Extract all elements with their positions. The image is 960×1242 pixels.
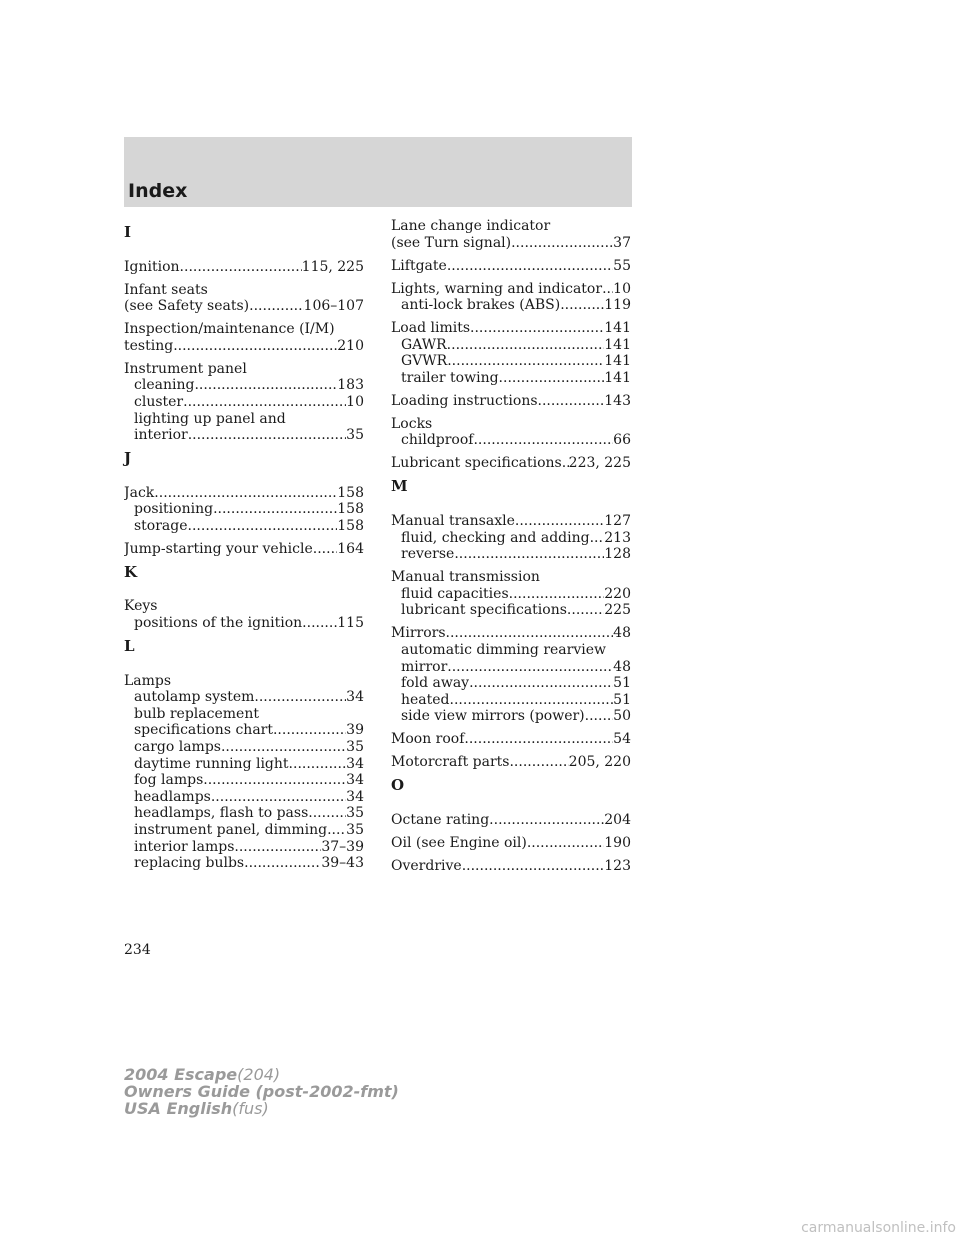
index-entry-line [391,416,631,433]
entry-term: specifications chart [134,722,273,739]
entry-page-number: 39 [346,722,364,739]
index-entry [391,835,631,852]
index-subentry [124,689,364,706]
index-subentry [124,772,364,789]
footer-guide: Owners Guide (post-2002-fmt) [124,1082,399,1101]
dot-leader [590,530,605,547]
index-entry-line [391,731,631,748]
entry-term: cluster [134,393,184,410]
index-subentry [391,546,631,563]
entry-page-number: 34 [346,689,364,706]
index-entry [391,258,631,275]
entry-page-number: 35 [346,805,364,822]
index-subentry [124,855,364,872]
dot-leader [188,427,346,444]
entry-term: fold away [401,675,470,692]
index-entry-line [391,569,631,586]
entry-term: Lights, warning and indicator [391,280,603,297]
entry-page-number: 37 [613,234,631,251]
entry-term: side view mirrors (power) [401,708,585,725]
dot-leader [447,353,604,370]
dot-leader [509,586,605,603]
entry-term: fog lamps [134,772,204,789]
entry-term: Instrument panel [124,360,247,377]
entry-term: Lubricant specifications [391,455,562,472]
index-entry-line [391,513,631,530]
index-entry [124,673,364,872]
index-entry [124,259,364,276]
dot-leader [302,615,337,632]
dot-leader [473,432,613,449]
index-entry-line [124,321,364,338]
dot-leader [244,855,321,872]
entry-term: storage [134,517,188,534]
index-subentry [391,708,631,725]
entry-term: Loading instructions [391,392,538,409]
section-letter: O [391,776,405,795]
entry-term: bulb replacement [134,705,259,722]
dot-leader [188,518,338,535]
index-entry-line [391,393,631,410]
dot-leader [489,812,604,829]
entry-page-number: 48 [613,625,631,642]
entry-term: Oil (see Engine oil) [391,834,527,851]
entry-term: daytime running light [134,755,289,772]
footer-model: 2004 Escape [124,1065,238,1084]
dot-leader [327,822,346,839]
index-subentry [124,722,364,739]
index-subentry [124,805,364,822]
entry-page-number: 48 [613,658,631,675]
index-column-right [391,218,631,881]
entry-term: Keys [124,598,158,615]
entry-term: positions of the ignition [134,615,303,632]
entry-page-number: 39–43 [321,855,364,872]
entry-term: headlamps, flash to pass [134,805,309,822]
dot-leader [527,835,604,852]
index-subentry [124,518,364,535]
entry-page-number: 119 [604,297,631,314]
index-subentry [391,297,631,314]
dot-leader [446,625,614,642]
index-entry-line [391,320,631,337]
entry-page-number: 223, 225 [568,455,631,472]
entry-page-number: 35 [346,738,364,755]
entry-term: headlamps [134,788,211,805]
entry-term: Jack [124,484,155,501]
index-entry [124,598,364,631]
index-subentry [124,615,364,632]
entry-term: Lane change indicator [391,218,551,234]
entry-term: Motorcraft parts [391,754,510,771]
dot-leader [308,805,346,822]
dot-leader [538,393,605,410]
entry-term: (see Safety seats) [124,298,250,315]
entry-term: interior lamps [134,838,235,855]
entry-term: Manual transaxle [391,513,515,530]
entry-term: automatic dimming rearview [401,641,607,658]
entry-term: replacing bulbs [134,855,245,872]
page-title: Index [128,180,188,202]
dot-leader [499,370,605,387]
index-subentry [124,706,364,723]
index-subentry [124,427,364,444]
entry-page-number: 128 [604,546,631,563]
entry-term: lubricant specifications [401,602,567,619]
dot-leader [469,675,613,692]
index-subentry [391,353,631,370]
entry-page-number: 66 [613,432,631,449]
dot-leader [273,722,346,739]
entry-term: mirror [401,658,448,675]
entry-term: Jump-starting your vehicle [124,540,313,557]
entry-term: childproof [401,432,474,449]
index-entry [124,485,364,535]
index-entry-line [391,455,631,472]
section-letter: M [391,477,408,496]
entry-page-number: 55 [613,257,631,274]
dot-leader [180,259,302,276]
dot-leader [211,789,346,806]
dot-leader [154,485,337,502]
dot-leader [515,513,604,530]
dot-leader [560,297,604,314]
dot-leader [289,756,347,773]
entry-term: Lamps [124,672,172,689]
entry-term: Liftgate [391,257,447,274]
index-subentry [124,411,364,428]
dot-leader [447,258,613,275]
section-letter: L [124,637,135,656]
entry-page-number: 10 [346,393,364,410]
index-entry-line [391,281,631,298]
index-entry-line [391,218,631,235]
index-entry-line [124,282,364,299]
entry-page-number: 183 [337,377,364,394]
index-subentry [391,586,631,603]
index-entry-line [124,361,364,378]
entry-term: Mirrors [391,625,446,642]
index-subentry [391,530,631,547]
index-subentry [124,789,364,806]
index-subentry [391,337,631,354]
index-entry-line [124,598,364,615]
index-subentry [124,739,364,756]
entry-term: Moon roof [391,731,465,748]
entry-page-number: 35 [346,821,364,838]
entry-page-number: 205, 220 [568,754,631,771]
entry-term: GVWR [401,353,448,370]
index-entry [391,455,631,472]
index-entry [391,281,631,314]
entry-page-number: 141 [604,320,631,337]
index-entry [391,625,631,725]
index-subentry [124,756,364,773]
entry-page-number: 190 [604,834,631,851]
watermark: carmanualsonline.info [801,1220,956,1236]
index-subentry [124,394,364,411]
dot-leader [249,298,303,315]
entry-term: interior [134,427,188,444]
index-entry [391,416,631,449]
entry-term: Load limits [391,320,471,337]
entry-page-number: 225 [604,602,631,619]
index-entry [391,569,631,619]
section-letter: K [124,562,138,581]
entry-term: cargo lamps [134,738,221,755]
dot-leader [562,455,569,472]
index-entry [124,541,364,558]
entry-page-number: 34 [346,772,364,789]
entry-page-number: 127 [604,513,631,530]
entry-page-number: 123 [604,857,631,874]
footer-language: USA English [124,1099,233,1118]
dot-leader [447,337,605,354]
entry-term: Inspection/maintenance (I/M) [124,321,335,338]
entry-page-number: 51 [613,675,631,692]
index-entry-line [391,754,631,771]
entry-page-number: 10 [613,280,631,297]
entry-page-number: 220 [604,585,631,602]
dot-leader [183,394,346,411]
footer-model-code: (204) [237,1065,281,1084]
dot-leader [511,235,613,252]
entry-term: reverse [401,546,455,563]
entry-term: Manual transmission [391,569,540,586]
index-subentry [391,642,631,659]
dot-leader [221,739,346,756]
entry-term: GAWR [401,336,447,353]
index-column-left [124,218,364,878]
entry-term: Octane rating [391,811,490,828]
dot-leader [454,546,604,563]
index-entry [391,812,631,829]
index-entry [124,361,364,444]
dot-leader [173,338,337,355]
entry-term: Ignition [124,258,180,275]
entry-page-number: 37–39 [321,838,364,855]
index-entry [391,858,631,875]
index-entry-line [391,235,631,252]
header-band [124,137,632,207]
entry-page-number: 158 [337,517,364,534]
dot-leader [313,541,337,558]
dot-leader [470,320,604,337]
entry-term: heated [401,691,450,708]
index-subentry [124,839,364,856]
footer-language-code: (fus) [232,1099,269,1118]
entry-page-number: 50 [613,708,631,725]
index-entry [124,282,364,315]
dot-leader [194,377,337,394]
entry-page-number: 158 [337,501,364,518]
index-entry-line [391,625,631,642]
entry-term: autolamp system [134,689,255,706]
index-entry-line [391,258,631,275]
entry-page-number: 34 [346,755,364,772]
entry-page-number: 204 [604,811,631,828]
index-entry [391,513,631,563]
entry-page-number: 141 [604,353,631,370]
entry-term: trailer towing [401,369,499,386]
dot-leader [464,731,613,748]
index-entry [391,218,631,251]
index-entry [391,320,631,386]
dot-leader [450,692,614,709]
entry-page-number: 54 [613,731,631,748]
index-entry-line [391,812,631,829]
entry-term: fluid, checking and adding [401,529,590,546]
entry-page-number: 141 [604,336,631,353]
entry-page-number: 210 [337,337,364,354]
index-entry-line [124,485,364,502]
index-subentry [124,822,364,839]
page-number: 234 [124,942,151,958]
index-subentry [391,675,631,692]
entry-term: Overdrive [391,857,462,874]
entry-page-number: 106–107 [303,298,364,315]
entry-term: (see Turn signal) [391,234,512,251]
index-subentry [391,692,631,709]
entry-page-number: 51 [613,691,631,708]
entry-term: lighting up panel and [134,410,286,427]
dot-leader [567,602,604,619]
index-subentry [391,370,631,387]
entry-page-number: 158 [337,484,364,501]
index-entry [391,754,631,771]
footer-info [124,1066,399,1117]
entry-term: fluid capacities [401,585,509,602]
dot-leader [447,659,613,676]
dot-leader [203,772,346,789]
dot-leader [509,754,568,771]
index-entry [124,321,364,354]
entry-term: Infant seats [124,281,208,298]
dot-leader [602,281,613,298]
entry-page-number: 143 [604,392,631,409]
entry-term: testing [124,337,174,354]
entry-term: positioning [134,501,214,518]
entry-page-number: 164 [337,540,364,557]
index-entry-line [124,259,364,276]
entry-page-number: 115 [337,615,364,632]
entry-page-number: 213 [604,529,631,546]
index-entry-line [124,338,364,355]
index-subentry [391,659,631,676]
index-subentry [391,602,631,619]
section-letter: J [124,449,132,468]
index-entry-line [391,835,631,852]
dot-leader [462,858,605,875]
entry-page-number: 34 [346,788,364,805]
index-entry-line [124,298,364,315]
index-entry-line [124,541,364,558]
entry-term: cleaning [134,377,195,394]
index-entry-line [124,673,364,690]
dot-leader [254,689,346,706]
dot-leader [585,708,614,725]
index-subentry [124,501,364,518]
entry-term: anti-lock brakes (ABS) [401,297,561,314]
entry-term: Locks [391,415,433,432]
section-letter: I [124,223,132,241]
entry-term: instrument panel, dimming [134,821,328,838]
dot-leader [213,501,337,518]
dot-leader [234,839,321,856]
entry-page-number: 141 [604,369,631,386]
index-subentry [124,377,364,394]
index-entry [391,393,631,410]
index-subentry [391,432,631,449]
entry-page-number: 35 [346,427,364,444]
index-entry-line [391,858,631,875]
entry-page-number: 115, 225 [301,258,364,275]
index-entry [391,731,631,748]
